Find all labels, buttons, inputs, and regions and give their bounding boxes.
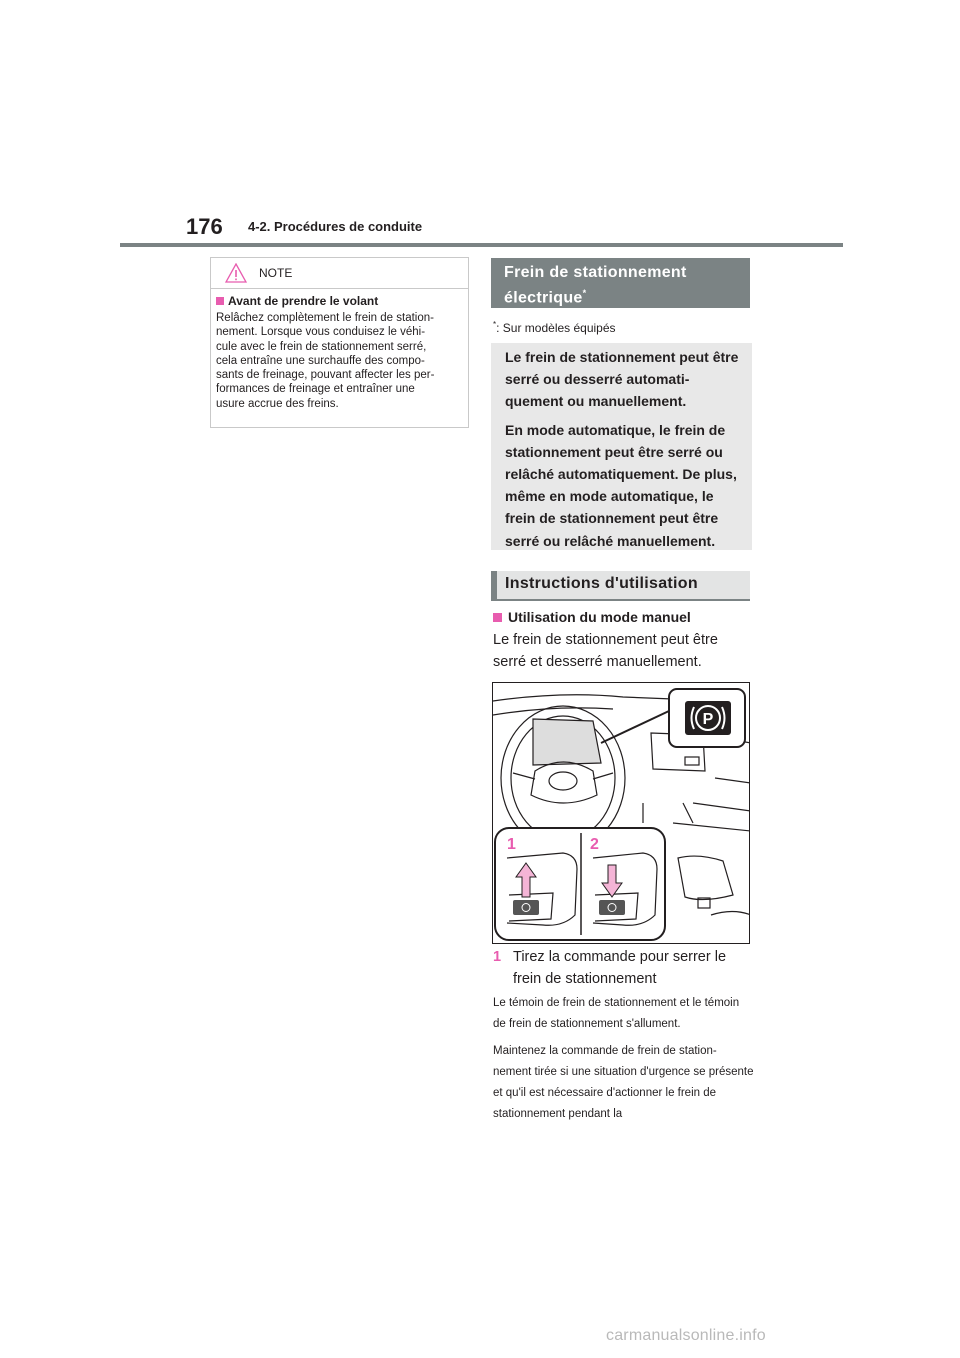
- manual-heading-text: Utilisation du mode manuel: [508, 609, 691, 625]
- intro-box: [491, 343, 752, 550]
- intro-paragraph-1: Le frein de stationnement peut être serré ou desserré automati-quement ou manuellement.: [505, 349, 739, 410]
- manual-mode-body: Le frein de stationnement peut être serré et desserré manuellement.: [493, 632, 718, 670]
- footnote-mark: *: [493, 320, 497, 329]
- banner-title: [504, 263, 687, 308]
- note-line: cela entraîne une surchauffe des compo-: [216, 354, 425, 367]
- parking-brake-illustration: [492, 682, 750, 944]
- note-heading-text: Avant de prendre le volant: [228, 294, 379, 308]
- note-line: formances de freinage et entraîner une: [216, 383, 415, 396]
- note-line: sants de freinage, pouvant affecter les per-: [216, 369, 435, 382]
- step-details: [493, 993, 755, 1126]
- note-body: [216, 311, 461, 411]
- dashboard-drawing: [493, 683, 750, 944]
- note-line: Relâchez complètement le frein de station-: [216, 312, 434, 324]
- footnote-text: : Sur modèles équipés: [496, 321, 616, 335]
- manual-mode-heading: [493, 609, 691, 625]
- callout-1: 1: [507, 836, 516, 853]
- note-line: usure accrue des freins.: [216, 397, 339, 410]
- step-number: 1: [493, 949, 502, 965]
- detail-paragraph-1: Le témoin de frein de stationnement et le témoin de frein de stationnement s'allument.: [493, 997, 740, 1031]
- detail-paragraph-2: Maintenez la commande de frein de station-nement tirée si une situation d'urgence se présente et qu'il est nécessaire d'actionner le frein de stationnement pendant la: [493, 1044, 754, 1121]
- banner-line-1: Frein de stationnement: [504, 264, 687, 281]
- pink-square-bullet: [493, 613, 502, 622]
- banner-asterisk: *: [582, 288, 587, 298]
- intro-text: [505, 346, 745, 552]
- footnote: [493, 320, 616, 335]
- page-number: 176: [186, 214, 223, 239]
- watermark: carmanualsonline.info: [606, 1327, 766, 1344]
- banner-line-2: électrique: [504, 289, 583, 307]
- pink-square-bullet: [216, 297, 224, 305]
- note-box: [210, 257, 469, 428]
- instructions-banner: [491, 571, 750, 601]
- section-banner: [491, 258, 750, 308]
- p-switch-label: P: [702, 711, 714, 728]
- note-line: nement. Lorsque vous conduisez le véhi-: [216, 326, 426, 339]
- note-label: NOTE: [259, 266, 293, 280]
- section-title: 4-2. Procédures de conduite: [248, 219, 423, 234]
- note-header: [211, 258, 468, 289]
- header-rule: [120, 243, 843, 247]
- warning-triangle-icon: [225, 263, 247, 283]
- callout-2: 2: [590, 836, 599, 853]
- step-text: Tirez la commande pour serrer le frein de stationnement: [513, 949, 727, 987]
- instructions-title: Instructions d'utilisation: [505, 575, 698, 592]
- note-heading: [216, 294, 378, 308]
- note-line: cule avec le frein de stationnement serré,: [216, 340, 427, 353]
- intro-paragraph-2: En mode automatique, le frein de stationnement peut être serré ou relâché automatiquement. De plus, même en mode automatique, le frein de stationnement peut être serré ou relâché manuellement.: [505, 421, 737, 549]
